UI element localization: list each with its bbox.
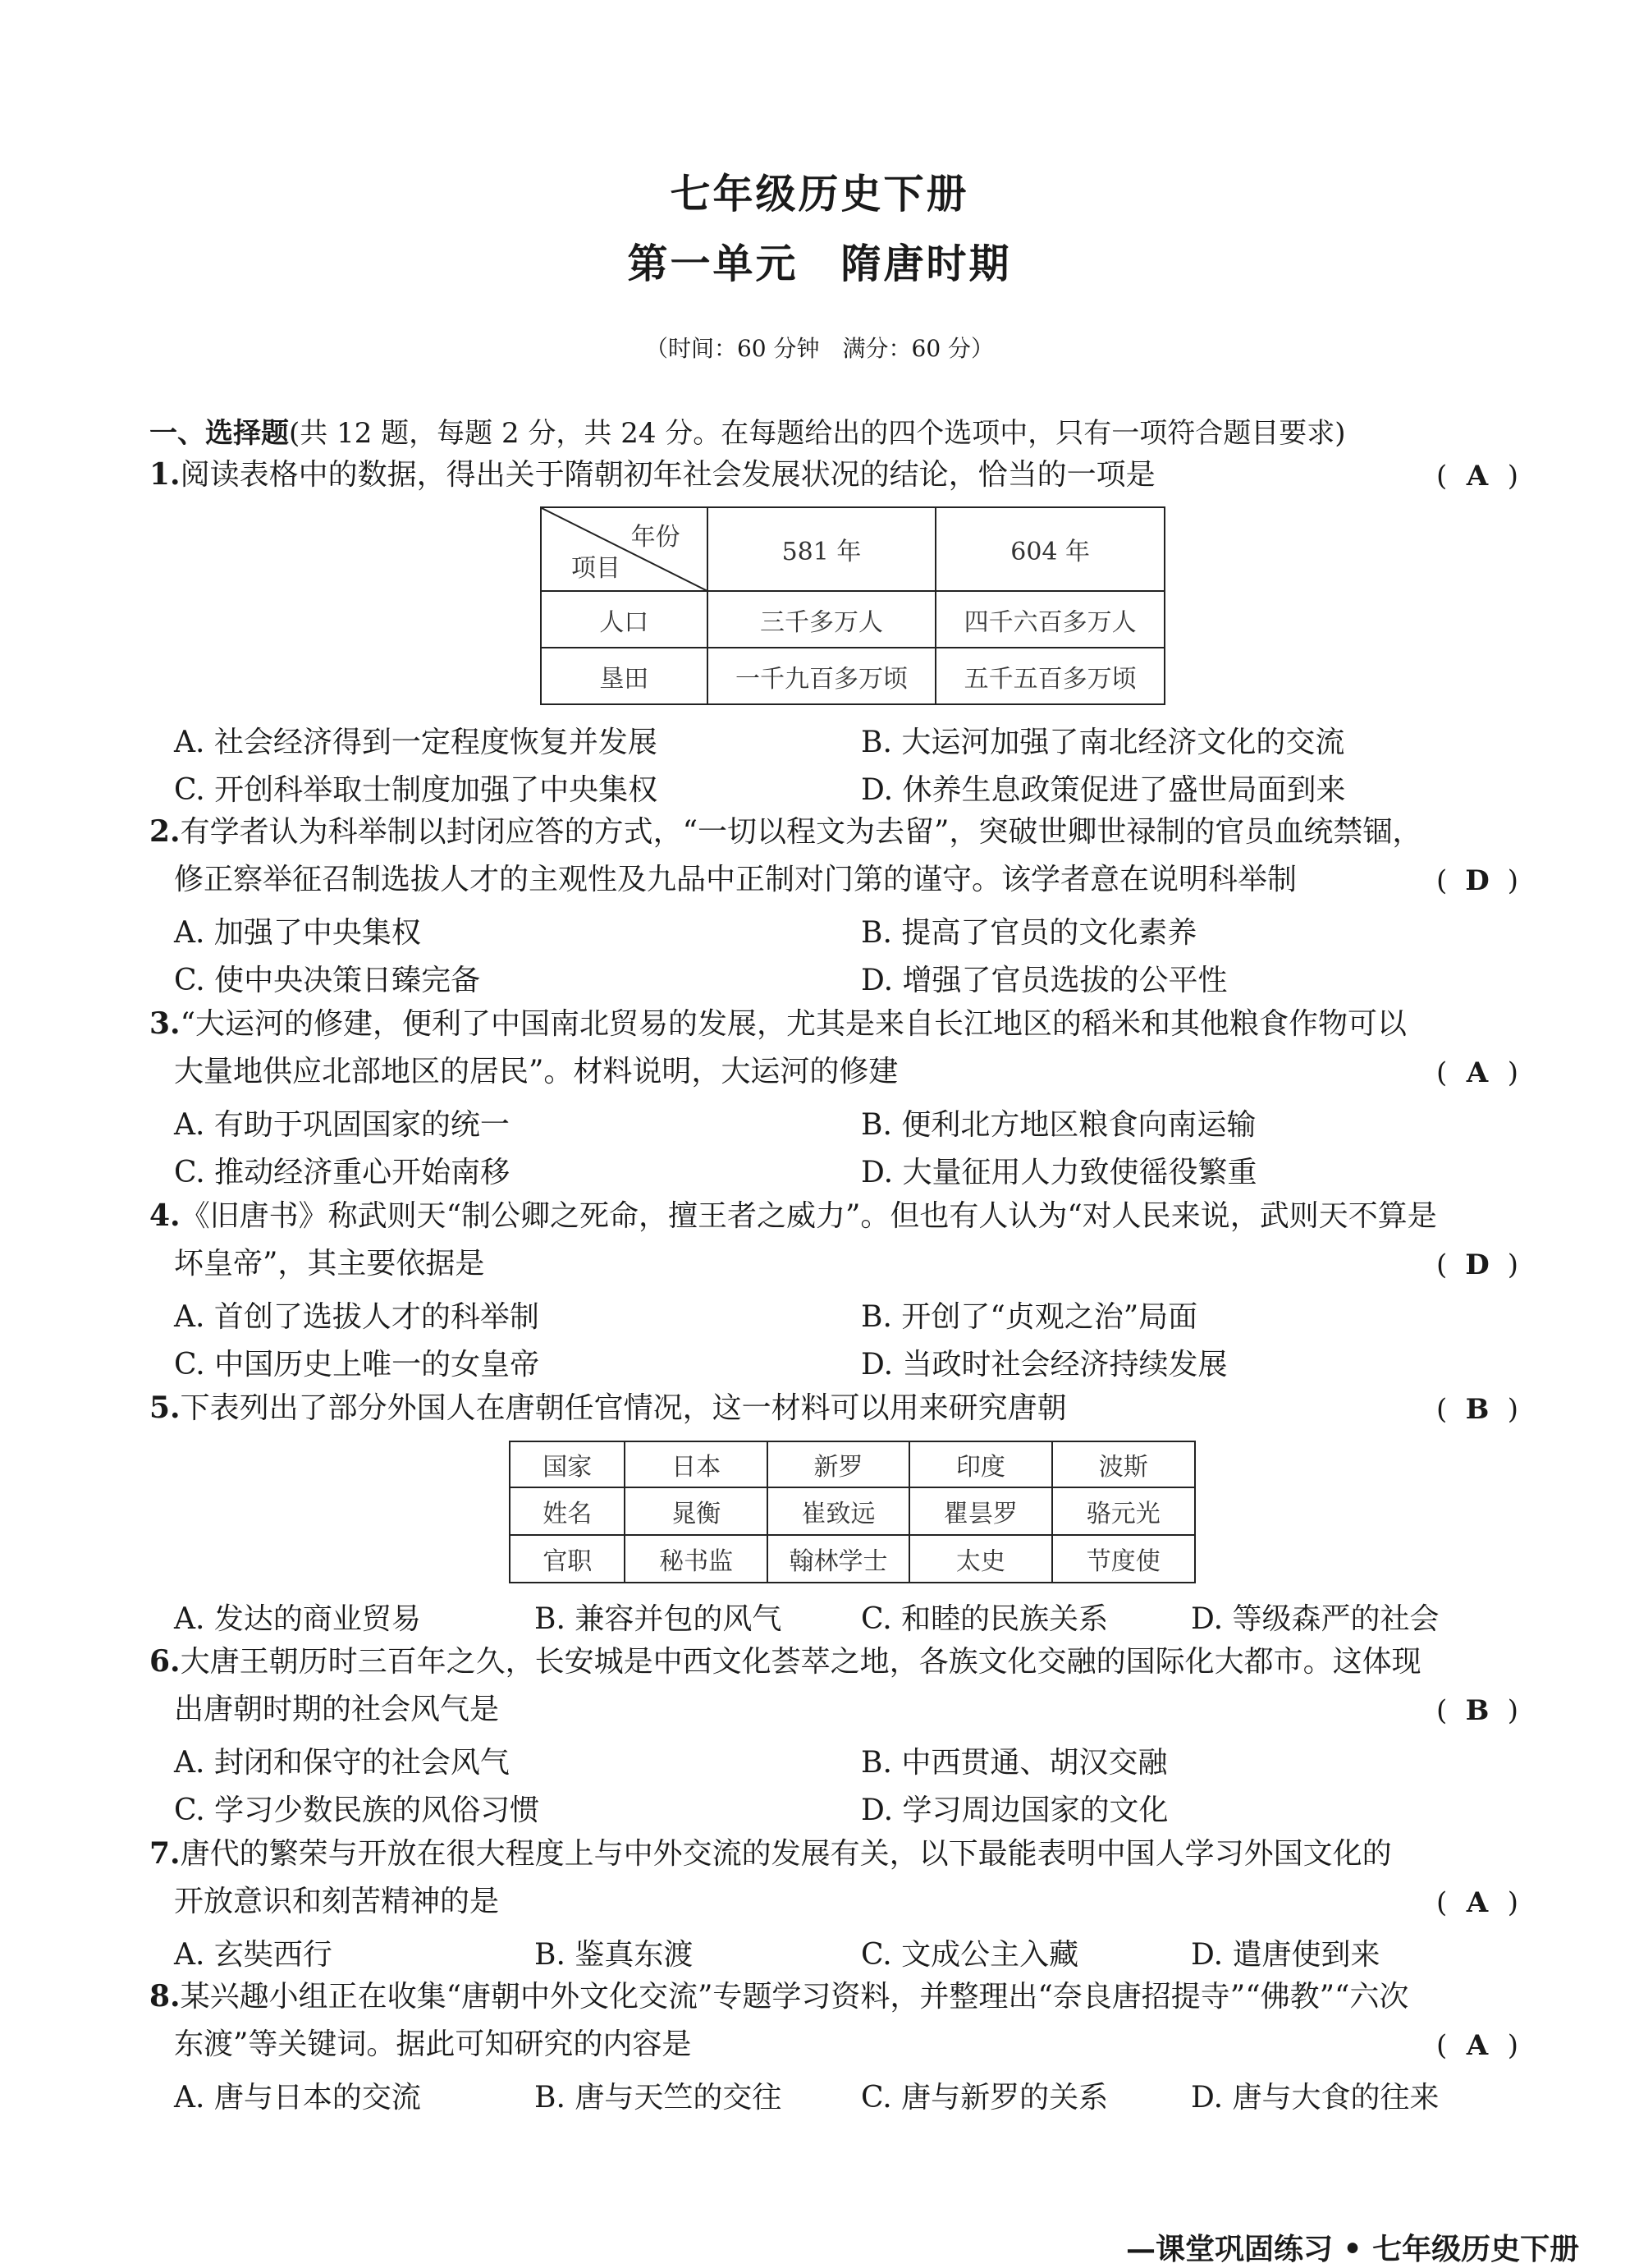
question-7-option-d: D. 遣唐使到来 [1191, 1938, 1380, 1972]
question-8-stem: 8.某兴趣小组正在收集“唐朝中外文化交流”专题学习资料，并整理出“奈良唐招提寺”“佛教”“六次 [149, 1979, 1409, 2014]
table-header-cell: 581 年 [707, 507, 936, 591]
question-7-answer: ( A ) [1436, 1886, 1518, 1919]
table-cell: 太史 [909, 1535, 1051, 1583]
question-2-option-a: A. 加强了中央集权 [174, 916, 421, 950]
question-3-stem-cont: 大量地供应北部地区的居民”。材料说明，大运河的修建 [174, 1055, 899, 1088]
question-3-stem: 3.“大运河的修建，便利了中国南北贸易的发展，尤其是来自长江地区的稻米和其他粮食作物可以 [149, 1006, 1407, 1041]
question-8-option-a: A. 唐与日本的交流 [174, 2081, 421, 2115]
table-row-label: 姓名 [510, 1487, 625, 1535]
question-5-option-d: D. 等级森严的社会 [1191, 1602, 1440, 1636]
question-2-option-b: B. 提高了官员的文化素养 [861, 916, 1197, 950]
table-row [510, 1487, 1195, 1535]
table-cell: 一千九百多万顷 [707, 648, 936, 704]
question-2-stem-cont: 修正察举征召制选拔人才的主观性及九品中正制对门第的谨守。该学者意在说明科举制 [174, 863, 1298, 896]
table-row-label: 垦田 [541, 648, 707, 704]
question-4-option-b: B. 开创了“贞观之治”局面 [861, 1300, 1198, 1334]
question-1-option-d: D. 休养生息政策促进了盛世局面到来 [861, 773, 1346, 807]
table-header-cell: 604 年 [936, 507, 1165, 591]
section-heading [149, 410, 1346, 451]
table-cell: 新罗 [767, 1441, 909, 1487]
question-1-option-b: B. 大运河加强了南北经济文化的交流 [861, 726, 1345, 759]
table-cell: 崔致远 [767, 1487, 909, 1535]
table-cell: 印度 [909, 1441, 1051, 1487]
question-7-option-a: A. 玄奘西行 [174, 1938, 332, 1972]
section-instructions: (共 12 题，每题 2 分，共 24 分。在每题给出的四个选项中，只有一项符合题目要求) [289, 417, 1346, 450]
question-5-option-b: B. 兼容并包的风气 [534, 1602, 782, 1636]
question-3-option-c: C. 推动经济重心开始南移 [174, 1156, 510, 1189]
question-2-answer: ( D ) [1436, 864, 1518, 897]
table-cell: 五千五百多万顷 [936, 648, 1165, 704]
question-7-stem-cont: 开放意识和刻苦精神的是 [174, 1885, 500, 1918]
officials-table [509, 1441, 1196, 1583]
table-row-label: 官职 [510, 1535, 625, 1583]
question-1-answer: ( A ) [1436, 460, 1518, 493]
book-title: 七年级历史下册 [670, 170, 969, 218]
table-cell: 波斯 [1052, 1441, 1195, 1487]
table-cell: 秘书监 [625, 1535, 767, 1583]
table-row [541, 591, 1165, 648]
exam-meta: （时间：60 分钟 满分：60 分） [644, 335, 995, 362]
question-4-option-a: A. 首创了选拔人才的科举制 [174, 1300, 539, 1334]
question-1-option-c: C. 开创科举取士制度加强了中央集权 [174, 773, 658, 807]
question-6-answer: ( B ) [1436, 1694, 1518, 1727]
question-3-answer: ( A ) [1436, 1056, 1518, 1089]
question-7-option-c: C. 文成公主入藏 [861, 1938, 1079, 1972]
question-4-stem: 4.《旧唐书》称武则天“制公卿之死命，擅王者之威力”。但也有人认为“对人民来说，武则天不算是 [149, 1198, 1437, 1233]
question-4-option-c: C. 中国历史上唯一的女皇帝 [174, 1348, 540, 1381]
table-row-label: 国家 [510, 1441, 625, 1487]
question-8-option-d: D. 唐与大食的往来 [1191, 2081, 1440, 2115]
page-footer: —课堂巩固练习 • 七年级历史下册 [1126, 2232, 1580, 2266]
table-cell: 日本 [625, 1441, 767, 1487]
table-cell: 三千多万人 [707, 591, 936, 648]
question-6-stem-cont: 出唐朝时期的社会风气是 [174, 1693, 500, 1726]
question-8-answer: ( A ) [1436, 2029, 1518, 2062]
question-6-option-a: A. 封闭和保守的社会风气 [174, 1746, 510, 1780]
question-6-stem: 6.大唐王朝历时三百年之久，长安城是中西文化荟萃之地，各族文化交融的国际化大都市。这体现 [149, 1644, 1422, 1679]
question-6-option-b: B. 中西贯通、胡汉交融 [861, 1746, 1168, 1780]
table-row [510, 1535, 1195, 1583]
question-7-stem: 7.唐代的繁荣与开放在很大程度上与中外交流的发展有关，以下最能表明中国人学习外国文化的 [149, 1836, 1392, 1871]
population-table [540, 506, 1165, 705]
table-cell: 节度使 [1052, 1535, 1195, 1583]
question-5-option-c: C. 和睦的民族关系 [861, 1602, 1109, 1636]
question-4-option-d: D. 当政时社会经济持续发展 [861, 1348, 1228, 1381]
question-4-stem-cont: 坏皇帝”，其主要依据是 [174, 1247, 485, 1281]
table-row [541, 648, 1165, 704]
question-8-option-b: B. 唐与天竺的交往 [534, 2081, 782, 2115]
question-2-stem: 2.有学者认为科举制以封闭应答的方式，“一切以程文为去留”，突破世卿世禄制的官员血统禁锢， [149, 814, 1422, 849]
question-8-option-c: C. 唐与新罗的关系 [861, 2081, 1109, 2115]
table-corner-cell: 年份 项目 [541, 507, 707, 591]
question-3-option-a: A. 有助于巩固国家的统一 [174, 1108, 510, 1142]
question-6-option-d: D. 学习周边国家的文化 [861, 1794, 1169, 1827]
section-label: 一、选择题 [149, 417, 289, 450]
question-6-option-c: C. 学习少数民族的风俗习惯 [174, 1794, 540, 1827]
table-cell: 骆元光 [1052, 1487, 1195, 1535]
question-2-option-c: C. 使中央决策日臻完备 [174, 964, 481, 997]
question-5-option-a: A. 发达的商业贸易 [174, 1602, 421, 1636]
table-cell: 晁衡 [625, 1487, 767, 1535]
question-1-stem: 1.阅读表格中的数据，得出关于隋朝初年社会发展状况的结论，恰当的一项是 [149, 457, 1156, 492]
question-8-stem-cont: 东渡”等关键词。据此可知研究的内容是 [174, 2027, 692, 2061]
question-3-option-d: D. 大量征用人力致使徭役繁重 [861, 1156, 1257, 1189]
question-1-option-a: A. 社会经济得到一定程度恢复并发展 [174, 726, 657, 759]
question-4-answer: ( D ) [1436, 1249, 1518, 1281]
question-7-option-b: B. 鉴真东渡 [534, 1938, 694, 1972]
table-cell: 瞿昙罗 [909, 1487, 1051, 1535]
table-cell: 翰林学士 [767, 1535, 909, 1583]
table-row-label: 人口 [541, 591, 707, 648]
table-row [510, 1441, 1195, 1487]
unit-title: 第一单元 隋唐时期 [627, 240, 1012, 287]
question-5-stem: 5.下表列出了部分外国人在唐朝任官情况，这一材料可以用来研究唐朝 [149, 1391, 1067, 1425]
question-3-option-b: B. 便利北方地区粮食向南运输 [861, 1108, 1257, 1142]
table-cell: 四千六百多万人 [936, 591, 1165, 648]
question-2-option-d: D. 增强了官员选拔的公平性 [861, 964, 1228, 997]
question-5-answer: ( B ) [1436, 1393, 1518, 1426]
